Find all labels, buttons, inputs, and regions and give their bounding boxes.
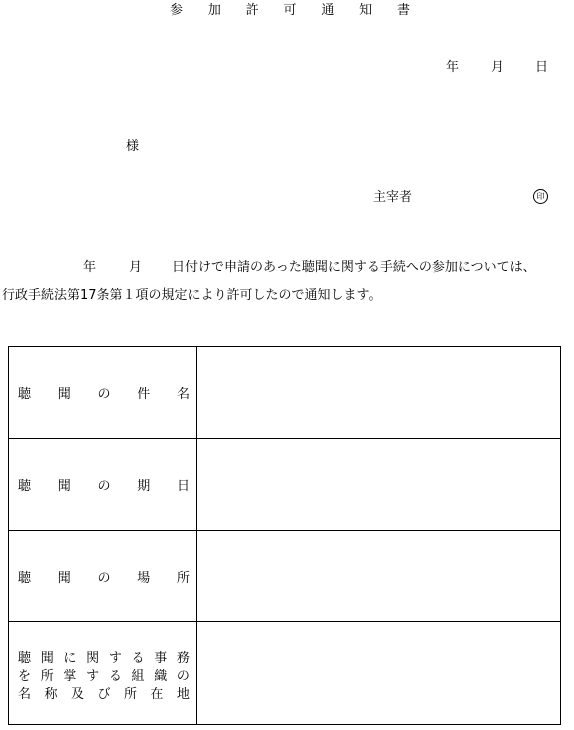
hearing-date-field[interactable]	[197, 439, 560, 530]
table-row-case-name	[9, 347, 560, 439]
body-month-label: 月	[129, 260, 143, 275]
label-char: の	[97, 571, 111, 586]
label-char: 関	[86, 651, 100, 666]
body-paragraph-line-2: 行政手続法第17条第１項の規定により許可したので通知します。	[2, 288, 382, 303]
label-char: 名	[176, 387, 190, 402]
row-label-organization-line-1	[18, 652, 190, 665]
date-month-label: 月	[491, 60, 505, 75]
label-cell	[9, 622, 197, 724]
organization-field[interactable]	[197, 622, 560, 724]
organizer-label: 主宰者	[373, 190, 413, 205]
hearing-info-table	[8, 346, 561, 725]
label-char: 書	[396, 3, 410, 18]
table-row-organization	[9, 622, 560, 724]
label-char: 日	[176, 479, 190, 494]
label-char: 称	[44, 687, 58, 702]
label-char: 聞	[40, 651, 54, 666]
label-char: 名	[18, 687, 32, 702]
label-char: 場	[137, 571, 151, 586]
body-text-1: 日付けで申請のあった聴聞に関する手続への参加については、	[172, 260, 536, 275]
label-char: 及	[70, 687, 84, 702]
table-row-place	[9, 531, 560, 622]
label-char: 聞	[57, 387, 71, 402]
table-row-date	[9, 439, 560, 531]
label-char: 加	[207, 3, 221, 18]
row-label-date	[18, 480, 190, 493]
label-char: 組	[131, 669, 145, 684]
label-char: 掌	[63, 669, 77, 684]
row-label-place	[18, 572, 190, 585]
label-cell	[9, 347, 197, 438]
label-char: 可	[283, 3, 297, 18]
hearing-place-field[interactable]	[197, 531, 560, 621]
label-char: 件	[137, 387, 151, 402]
label-char: 所	[123, 687, 137, 702]
label-char: を	[18, 669, 32, 684]
label-char: 務	[176, 651, 190, 666]
label-char: 在	[150, 687, 164, 702]
seal-icon: 印	[533, 189, 548, 204]
label-char: の	[97, 387, 111, 402]
row-label-organization-line-2	[18, 670, 190, 683]
label-char: 事	[154, 651, 168, 666]
date-year-label: 年	[446, 60, 460, 75]
label-char: 聴	[18, 651, 32, 666]
label-char: す	[86, 669, 100, 684]
label-char: 許	[245, 3, 259, 18]
body-year-label: 年	[83, 260, 97, 275]
date-day-label: 日	[535, 60, 549, 75]
label-char: す	[108, 651, 122, 666]
label-char: 地	[176, 687, 190, 702]
body-paragraph-line-1	[0, 261, 574, 277]
label-char: び	[97, 687, 111, 702]
label-char: の	[176, 669, 190, 684]
label-char: 聴	[18, 571, 32, 586]
label-char: 織	[154, 669, 168, 684]
document-title	[170, 4, 410, 17]
row-label-organization-line-3	[18, 688, 190, 701]
label-char: る	[108, 669, 122, 684]
label-char: る	[131, 651, 145, 666]
row-label-case-name	[18, 388, 190, 401]
label-char: 聴	[18, 387, 32, 402]
addressee-suffix: 様	[126, 139, 140, 154]
label-char: 所	[176, 571, 190, 586]
label-char: 聞	[57, 571, 71, 586]
label-char: 期	[137, 479, 151, 494]
label-char: 通	[321, 3, 335, 18]
label-cell	[9, 439, 197, 530]
label-char: 参	[170, 3, 184, 18]
label-char: 聞	[57, 479, 71, 494]
label-char: 聴	[18, 479, 32, 494]
label-char: の	[97, 479, 111, 494]
case-name-field[interactable]	[197, 347, 560, 438]
label-char: 知	[359, 3, 373, 18]
label-char: に	[63, 651, 77, 666]
label-cell	[9, 531, 197, 621]
label-char: 所	[40, 669, 54, 684]
